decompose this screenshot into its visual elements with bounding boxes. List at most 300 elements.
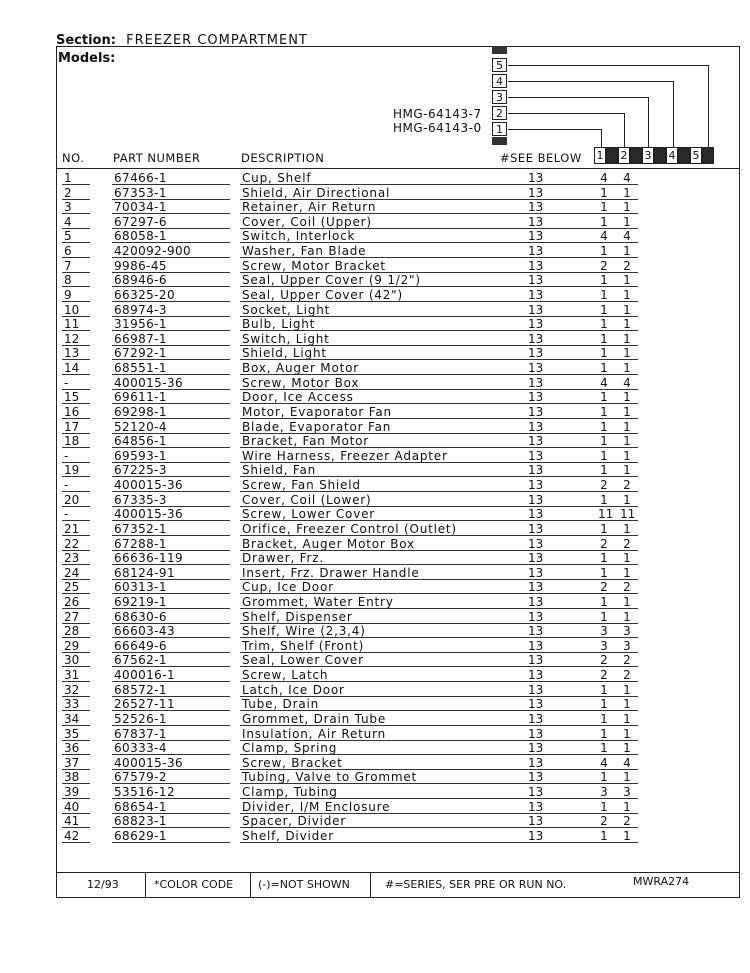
- row-number: 42: [64, 828, 80, 843]
- table-row: [56, 434, 740, 449]
- series-number: 13: [528, 463, 544, 478]
- quantity-series-2: 1: [623, 434, 631, 449]
- quantity-series-2: 2: [623, 580, 631, 595]
- row-number: 36: [64, 741, 80, 756]
- quantity-series-1: 1: [600, 419, 608, 434]
- series-number: 13: [528, 551, 544, 566]
- row-number: 2: [64, 185, 72, 200]
- table-row: [56, 361, 740, 376]
- header-no: NO.: [62, 151, 85, 165]
- part-number: 70034-1: [114, 200, 167, 215]
- part-number: 67335-3: [114, 492, 167, 507]
- row-number: 25: [64, 580, 80, 595]
- model-column-bottom-mark: [492, 137, 507, 145]
- table-row: [56, 244, 740, 259]
- quantity-series-2: 2: [623, 814, 631, 829]
- row-number: 28: [64, 624, 80, 639]
- row-number: 4: [64, 214, 72, 229]
- footer-divider-1: [145, 872, 146, 898]
- table-row: [56, 537, 740, 552]
- part-number: 400015-36: [114, 478, 184, 493]
- series-number: 13: [528, 287, 544, 302]
- quantity-series-1: 1: [600, 390, 608, 405]
- part-number: 400015-36: [114, 507, 184, 522]
- quantity-series-1: 3: [600, 785, 608, 800]
- row-number: 17: [64, 419, 80, 434]
- quantity-series-1: 2: [600, 653, 608, 668]
- row-number: 19: [64, 463, 80, 478]
- table-row: [56, 741, 740, 756]
- series-number: 13: [528, 448, 544, 463]
- table-row: [56, 376, 740, 391]
- quantity-series-2: 1: [623, 726, 631, 741]
- quantity-series-2: 1: [623, 770, 631, 785]
- header-description: DESCRIPTION: [241, 151, 325, 165]
- row-number: 10: [64, 302, 80, 317]
- table-row: [56, 405, 740, 420]
- row-number: 27: [64, 609, 80, 624]
- row-number: 12: [64, 331, 80, 346]
- row-number: 7: [64, 258, 72, 273]
- footer-series-note: #=SERIES, SER PRE OR RUN NO.: [385, 878, 567, 891]
- quantity-series-1: 1: [600, 492, 608, 507]
- quantity-series-2: 1: [623, 799, 631, 814]
- quantity-series-1: 1: [600, 361, 608, 376]
- part-description: Wire Harness, Freezer Adapter: [242, 448, 448, 463]
- series-number: 13: [528, 375, 544, 390]
- quantity-series-1: 4: [600, 171, 608, 185]
- part-description: Insert, Frz. Drawer Handle: [242, 565, 420, 580]
- row-underline: [62, 842, 90, 843]
- quantity-series-1: 1: [600, 404, 608, 419]
- footer-divider-2: [250, 872, 251, 898]
- quantity-series-2: 1: [623, 419, 631, 434]
- quantity-series-1: 1: [600, 741, 608, 756]
- table-row: [56, 317, 740, 332]
- series-number: 13: [528, 244, 544, 259]
- part-number: 68946-6: [114, 273, 167, 288]
- quantity-series-2: 1: [623, 448, 631, 463]
- part-description: Socket, Light: [242, 302, 331, 317]
- part-number: 68823-1: [114, 814, 167, 829]
- part-description: Bracket, Auger Motor Box: [242, 536, 415, 551]
- series-number: 13: [528, 799, 544, 814]
- part-number: 67466-1: [114, 171, 167, 185]
- quantity-series-2: 1: [623, 331, 631, 346]
- series-number: 13: [528, 755, 544, 770]
- model-col-5: 5: [492, 58, 507, 72]
- table-row: [56, 814, 740, 829]
- part-number: 66649-6: [114, 638, 167, 653]
- quantity-series-1: 4: [600, 755, 608, 770]
- part-description: Latch, Ice Door: [242, 682, 345, 697]
- model-line-1: HMG-64143-7: [393, 107, 482, 121]
- part-description: Shelf, Wire (2,3,4): [242, 624, 366, 639]
- part-description: Washer, Fan Blade: [242, 244, 367, 259]
- part-description: Motor, Evaporator Fan: [242, 404, 392, 419]
- quantity-series-1: 11: [598, 507, 614, 522]
- quantity-series-2: 1: [623, 492, 631, 507]
- table-row: [56, 785, 740, 800]
- quantity-series-2: 2: [623, 536, 631, 551]
- row-number: 26: [64, 594, 80, 609]
- row-number: 23: [64, 551, 80, 566]
- row-underline: [112, 842, 230, 843]
- row-number: 40: [64, 799, 80, 814]
- series-col-mark-4: [678, 147, 690, 164]
- series-number: 13: [528, 434, 544, 449]
- table-row: [56, 697, 740, 712]
- row-number: 35: [64, 726, 80, 741]
- part-number: 67288-1: [114, 536, 167, 551]
- table-row: [56, 463, 740, 478]
- part-description: Screw, Bracket: [242, 755, 343, 770]
- quantity-series-2: 1: [623, 565, 631, 580]
- quantity-series-2: 1: [623, 214, 631, 229]
- series-number: 13: [528, 492, 544, 507]
- footer-date: 12/93: [87, 878, 119, 891]
- quantity-series-1: 3: [600, 638, 608, 653]
- part-description: Cup, Ice Door: [242, 580, 334, 595]
- table-row: [56, 449, 740, 464]
- part-number: 400016-1: [114, 668, 175, 683]
- quantity-series-2: 4: [623, 229, 631, 244]
- quantity-series-2: 1: [623, 463, 631, 478]
- table-row: [56, 332, 740, 347]
- part-description: Clamp, Spring: [242, 741, 338, 756]
- part-description: Seal, Lower Cover: [242, 653, 364, 668]
- part-number: 67225-3: [114, 463, 167, 478]
- series-number: 13: [528, 273, 544, 288]
- series-col-mark-2: [630, 147, 642, 164]
- row-number: -: [64, 478, 69, 493]
- series-number: 13: [528, 770, 544, 785]
- series-number: 13: [528, 214, 544, 229]
- quantity-series-1: 1: [600, 551, 608, 566]
- quantity-series-2: 1: [623, 244, 631, 259]
- series-number: 13: [528, 521, 544, 536]
- part-number: 67579-2: [114, 770, 167, 785]
- part-number: 66636-119: [114, 551, 184, 566]
- series-number: 13: [528, 478, 544, 493]
- part-number: 68058-1: [114, 229, 167, 244]
- quantity-series-2: 3: [623, 785, 631, 800]
- quantity-series-2: 4: [623, 375, 631, 390]
- quantity-series-2: 1: [623, 287, 631, 302]
- quantity-series-2: 1: [623, 551, 631, 566]
- quantity-series-2: 1: [623, 697, 631, 712]
- quantity-series-1: 1: [600, 185, 608, 200]
- part-number: 400015-36: [114, 755, 184, 770]
- table-row: [56, 273, 740, 288]
- row-number: 13: [64, 346, 80, 361]
- row-number: 18: [64, 434, 80, 449]
- part-description: Cover, Coil (Lower): [242, 492, 372, 507]
- row-underline: [240, 842, 496, 843]
- part-number: 68974-3: [114, 302, 167, 317]
- footer-not-shown: (-)=NOT SHOWN: [258, 878, 350, 891]
- row-number: 15: [64, 390, 80, 405]
- model-line-2: HMG-64143-0: [393, 121, 482, 135]
- part-description: Grommet, Drain Tube: [242, 711, 387, 726]
- header-see-below: #SEE BELOW: [500, 151, 582, 165]
- row-number: 24: [64, 565, 80, 580]
- part-number: 52120-4: [114, 419, 167, 434]
- row-number: 16: [64, 404, 80, 419]
- footer-doc-code: MWRA274: [633, 875, 690, 888]
- part-description: Cover, Coil (Upper): [242, 214, 372, 229]
- quantity-series-1: 1: [600, 682, 608, 697]
- quantity-series-2: 2: [623, 668, 631, 683]
- series-number: 13: [528, 419, 544, 434]
- part-description: Drawer, Frz.: [242, 551, 324, 566]
- series-col-1: 1: [594, 147, 606, 164]
- quantity-series-1: 3: [600, 624, 608, 639]
- part-description: Shield, Light: [242, 346, 327, 361]
- series-col-5: 5: [690, 147, 702, 164]
- row-number: 14: [64, 361, 80, 376]
- row-number: 20: [64, 492, 80, 507]
- part-description: Shield, Air Directional: [242, 185, 391, 200]
- series-number: 13: [528, 638, 544, 653]
- row-number: 33: [64, 697, 80, 712]
- part-description: Switch, Interlock: [242, 229, 356, 244]
- table-row: [56, 829, 740, 844]
- series-number: 13: [528, 741, 544, 756]
- part-description: Switch, Light: [242, 331, 330, 346]
- quantity-series-2: 1: [623, 828, 631, 843]
- quantity-series-2: 4: [623, 171, 631, 185]
- part-number: 68124-91: [114, 565, 175, 580]
- part-description: Tube, Drain: [242, 697, 320, 712]
- row-number: 29: [64, 638, 80, 653]
- series-number: 13: [528, 594, 544, 609]
- part-number: 26527-11: [114, 697, 175, 712]
- row-number: 31: [64, 668, 80, 683]
- series-number: 13: [528, 580, 544, 595]
- model-col-1: 1: [492, 122, 507, 136]
- part-number: 31956-1: [114, 317, 167, 332]
- series-col-4: 4: [666, 147, 678, 164]
- table-row: [56, 580, 740, 595]
- series-number: 13: [528, 302, 544, 317]
- row-number: 21: [64, 521, 80, 536]
- part-description: Bracket, Fan Motor: [242, 434, 370, 449]
- series-number: 13: [528, 346, 544, 361]
- row-number: 41: [64, 814, 80, 829]
- series-number: 13: [528, 565, 544, 580]
- series-number: 13: [528, 185, 544, 200]
- quantity-series-2: 1: [623, 346, 631, 361]
- row-number: 8: [64, 273, 72, 288]
- table-row: [56, 186, 740, 201]
- quantity-series-1: 1: [600, 331, 608, 346]
- quantity-series-2: 1: [623, 317, 631, 332]
- series-col-mark-5: [702, 147, 714, 164]
- quantity-series-1: 1: [600, 434, 608, 449]
- part-description: Shield, Fan: [242, 463, 317, 478]
- series-col-mark-3: [654, 147, 666, 164]
- quantity-series-1: 1: [600, 799, 608, 814]
- table-row: [56, 770, 740, 785]
- part-description: Screw, Motor Box: [242, 375, 360, 390]
- quantity-series-2: 4: [623, 755, 631, 770]
- table-row: [56, 346, 740, 361]
- row-number: 37: [64, 755, 80, 770]
- quantity-series-1: 1: [600, 711, 608, 726]
- model-col-4: 4: [492, 74, 507, 88]
- table-row: [56, 493, 740, 508]
- part-number: 67292-1: [114, 346, 167, 361]
- quantity-series-1: 1: [600, 594, 608, 609]
- quantity-series-2: 1: [623, 682, 631, 697]
- part-description: Screw, Fan Shield: [242, 478, 361, 493]
- table-row: [56, 390, 740, 405]
- part-number: 400015-36: [114, 375, 184, 390]
- quantity-series-1: 1: [600, 214, 608, 229]
- part-description: Divider, I/M Enclosure: [242, 799, 391, 814]
- row-number: 6: [64, 244, 72, 259]
- series-number: 13: [528, 668, 544, 683]
- quantity-series-2: 1: [623, 390, 631, 405]
- series-number: 13: [528, 814, 544, 829]
- series-number: 13: [528, 331, 544, 346]
- series-col-2: 2: [618, 147, 630, 164]
- part-number: 60333-4: [114, 741, 167, 756]
- quantity-series-1: 4: [600, 375, 608, 390]
- table-row: [56, 171, 740, 186]
- part-number: 69593-1: [114, 448, 167, 463]
- quantity-series-2: 1: [623, 521, 631, 536]
- series-number: 13: [528, 317, 544, 332]
- part-number: 52526-1: [114, 711, 167, 726]
- quantity-series-2: 1: [623, 594, 631, 609]
- quantity-series-1: 1: [600, 565, 608, 580]
- part-number: 67297-6: [114, 214, 167, 229]
- quantity-series-2: 2: [623, 653, 631, 668]
- part-description: Orifice, Freezer Control (Outlet): [242, 521, 457, 536]
- series-col-mark-1: [606, 147, 618, 164]
- part-number: 66325-20: [114, 287, 175, 302]
- row-number: 22: [64, 536, 80, 551]
- part-number: 420092-900: [114, 244, 192, 259]
- part-description: Shelf, Divider: [242, 828, 334, 843]
- table-row: [56, 800, 740, 815]
- part-number: 68654-1: [114, 799, 167, 814]
- series-number: 13: [528, 536, 544, 551]
- quantity-series-1: 1: [600, 273, 608, 288]
- table-row: [56, 478, 740, 493]
- row-number: 30: [64, 653, 80, 668]
- table-row: [56, 229, 740, 244]
- connector-col-1: [508, 129, 602, 148]
- quantity-series-2: 1: [623, 711, 631, 726]
- part-description: Cup, Shelf: [242, 171, 312, 185]
- model-column-top-mark: [492, 46, 507, 54]
- table-row: [56, 683, 740, 698]
- series-number: 13: [528, 171, 544, 185]
- quantity-series-1: 2: [600, 580, 608, 595]
- part-description: Seal, Upper Cover (42"): [242, 287, 403, 302]
- quantity-series-1: 1: [600, 302, 608, 317]
- row-number: -: [64, 375, 69, 390]
- quantity-series-1: 1: [600, 244, 608, 259]
- part-number: 68551-1: [114, 361, 167, 376]
- header-rule: [56, 168, 740, 169]
- quantity-series-1: 1: [600, 697, 608, 712]
- row-number: 32: [64, 682, 80, 697]
- quantity-series-2: 1: [623, 185, 631, 200]
- quantity-series-1: 1: [600, 200, 608, 215]
- quantity-series-1: 4: [600, 229, 608, 244]
- quantity-series-1: 2: [600, 668, 608, 683]
- row-number: 3: [64, 200, 72, 215]
- part-description: Bulb, Light: [242, 317, 316, 332]
- row-number: 1: [64, 171, 72, 185]
- table-row: [56, 215, 740, 230]
- table-row: [56, 288, 740, 303]
- row-underline: [496, 842, 638, 843]
- table-row: [56, 727, 740, 742]
- row-number: 9: [64, 287, 72, 302]
- part-description: Retainer, Air Return: [242, 200, 377, 215]
- quantity-series-2: 1: [623, 741, 631, 756]
- part-number: 66603-43: [114, 624, 175, 639]
- section-label: Section:: [56, 33, 116, 48]
- row-number: -: [64, 448, 69, 463]
- quantity-series-2: 2: [623, 258, 631, 273]
- table-row: [56, 624, 740, 639]
- series-number: 13: [528, 390, 544, 405]
- row-number: 11: [64, 317, 80, 332]
- series-number: 13: [528, 785, 544, 800]
- quantity-series-1: 1: [600, 770, 608, 785]
- quantity-series-1: 1: [600, 828, 608, 843]
- part-description: Clamp, Tubing: [242, 785, 338, 800]
- part-description: Screw, Latch: [242, 668, 329, 683]
- quantity-series-2: 11: [620, 507, 636, 522]
- series-number: 13: [528, 624, 544, 639]
- series-number: 13: [528, 258, 544, 273]
- quantity-series-2: 1: [623, 609, 631, 624]
- quantity-series-1: 1: [600, 317, 608, 332]
- part-number: 67562-1: [114, 653, 167, 668]
- part-description: Screw, Lower Cover: [242, 507, 376, 522]
- series-number: 13: [528, 229, 544, 244]
- part-description: Blade, Evaporator Fan: [242, 419, 392, 434]
- part-number: 68629-1: [114, 828, 167, 843]
- table-row: [56, 259, 740, 274]
- quantity-series-1: 1: [600, 346, 608, 361]
- series-number: 13: [528, 404, 544, 419]
- row-number: 38: [64, 770, 80, 785]
- table-row: [56, 507, 740, 522]
- part-number: 67352-1: [114, 521, 167, 536]
- series-col-3: 3: [642, 147, 654, 164]
- quantity-series-1: 2: [600, 536, 608, 551]
- table-row: [56, 200, 740, 215]
- part-number: 69611-1: [114, 390, 167, 405]
- row-number: 34: [64, 711, 80, 726]
- part-description: Box, Auger Motor: [242, 361, 359, 376]
- table-row: [56, 653, 740, 668]
- table-row: [56, 756, 740, 771]
- quantity-series-2: 2: [623, 478, 631, 493]
- models-label: Models:: [58, 51, 116, 66]
- part-description: Shelf, Dispenser: [242, 609, 353, 624]
- series-number: 13: [528, 726, 544, 741]
- part-description: Screw, Motor Bracket: [242, 258, 386, 273]
